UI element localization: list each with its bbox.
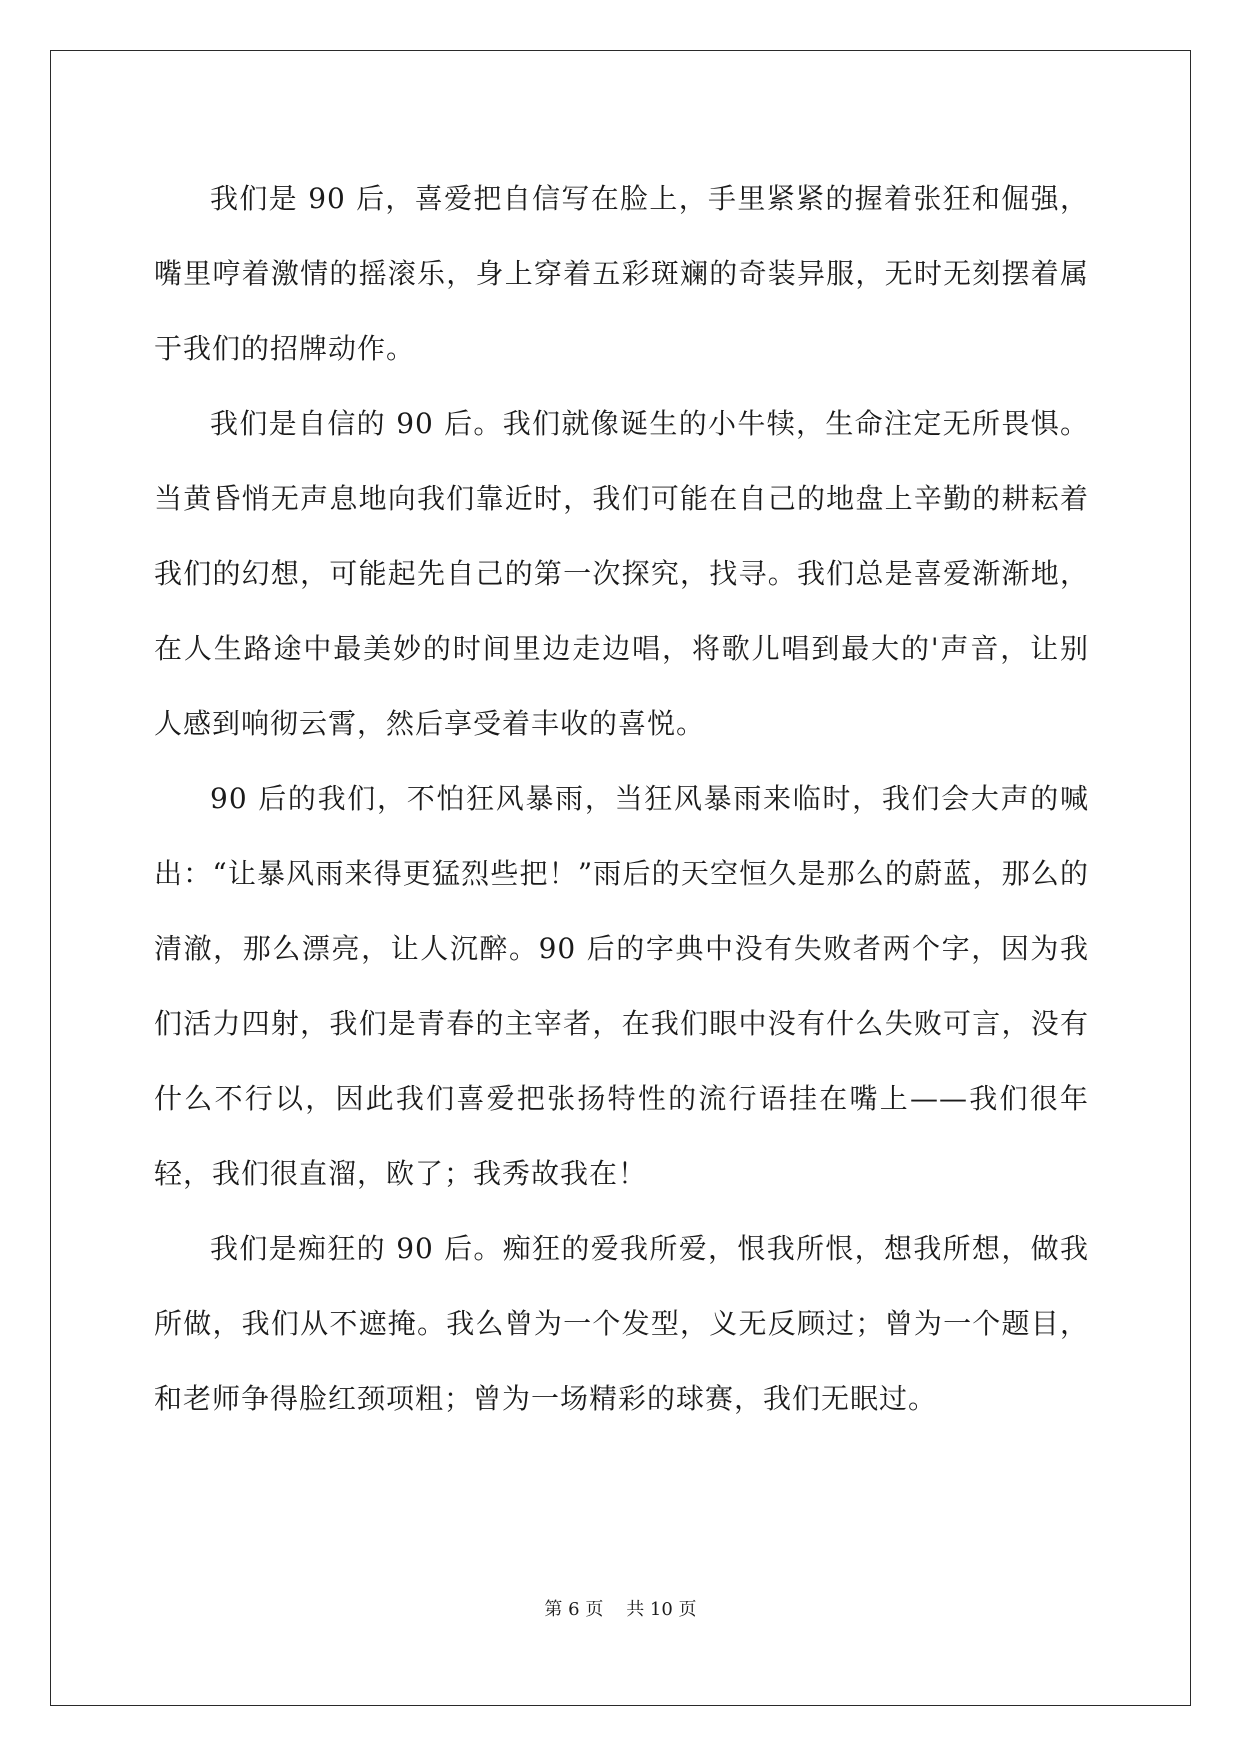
paragraph-4: 我们是痴狂的 90 后。痴狂的爱我所爱，恨我所恨，想我所想，做我所做，我们从不遮掩。我么曾为一个发型，义无反顾过；曾为一个题目，和老师争得脸红颈项粗；曾为一场精彩的球赛，我们无眠过。 [154, 1232, 1089, 1415]
paragraph-1: 我们是 90 后，喜爱把自信写在脸上，手里紧紧的握着张狂和倔强，嘴里哼着激情的摇滚乐，身上穿着五彩斑斓的奇装异服，无时无刻摆着属于我们的招牌动作。 [154, 182, 1089, 365]
paragraph-2: 我们是自信的 90 后。我们就像诞生的小牛犊，生命注定无所畏惧。当黄昏悄无声息地向我们靠近时，我们可能在自己的地盘上辛勤的耕耘着我们的幻想，可能起先自己的第一次探究，找寻。我们总是喜爱渐渐地，在人生路途中最美妙的时间里边走边唱，将歌儿唱到最大的'声音，让别人感到响彻云霄，然后享受着丰收的喜悦。 [154, 407, 1089, 740]
document-body [154, 161, 1089, 1436]
paragraph-3: 90 后的我们，不怕狂风暴雨，当狂风暴雨来临时，我们会大声的喊出：“让暴风雨来得更猛烈些把！”雨后的天空恒久是那么的蔚蓝，那么的清澈，那么漂亮，让人沉醉。90 后的字典中没有失败者两个字，因为我们活力四射，我们是青春的主宰者，在我们眼中没有什么失败可言，没有什么不行以，因此我们喜爱把张扬特性的流行语挂在嘴上——我们很年轻，我们很直溜，欧了；我秀故我在！ [154, 782, 1089, 1190]
page-number-footer: 第 6 页 共 10 页 [544, 1599, 697, 1620]
